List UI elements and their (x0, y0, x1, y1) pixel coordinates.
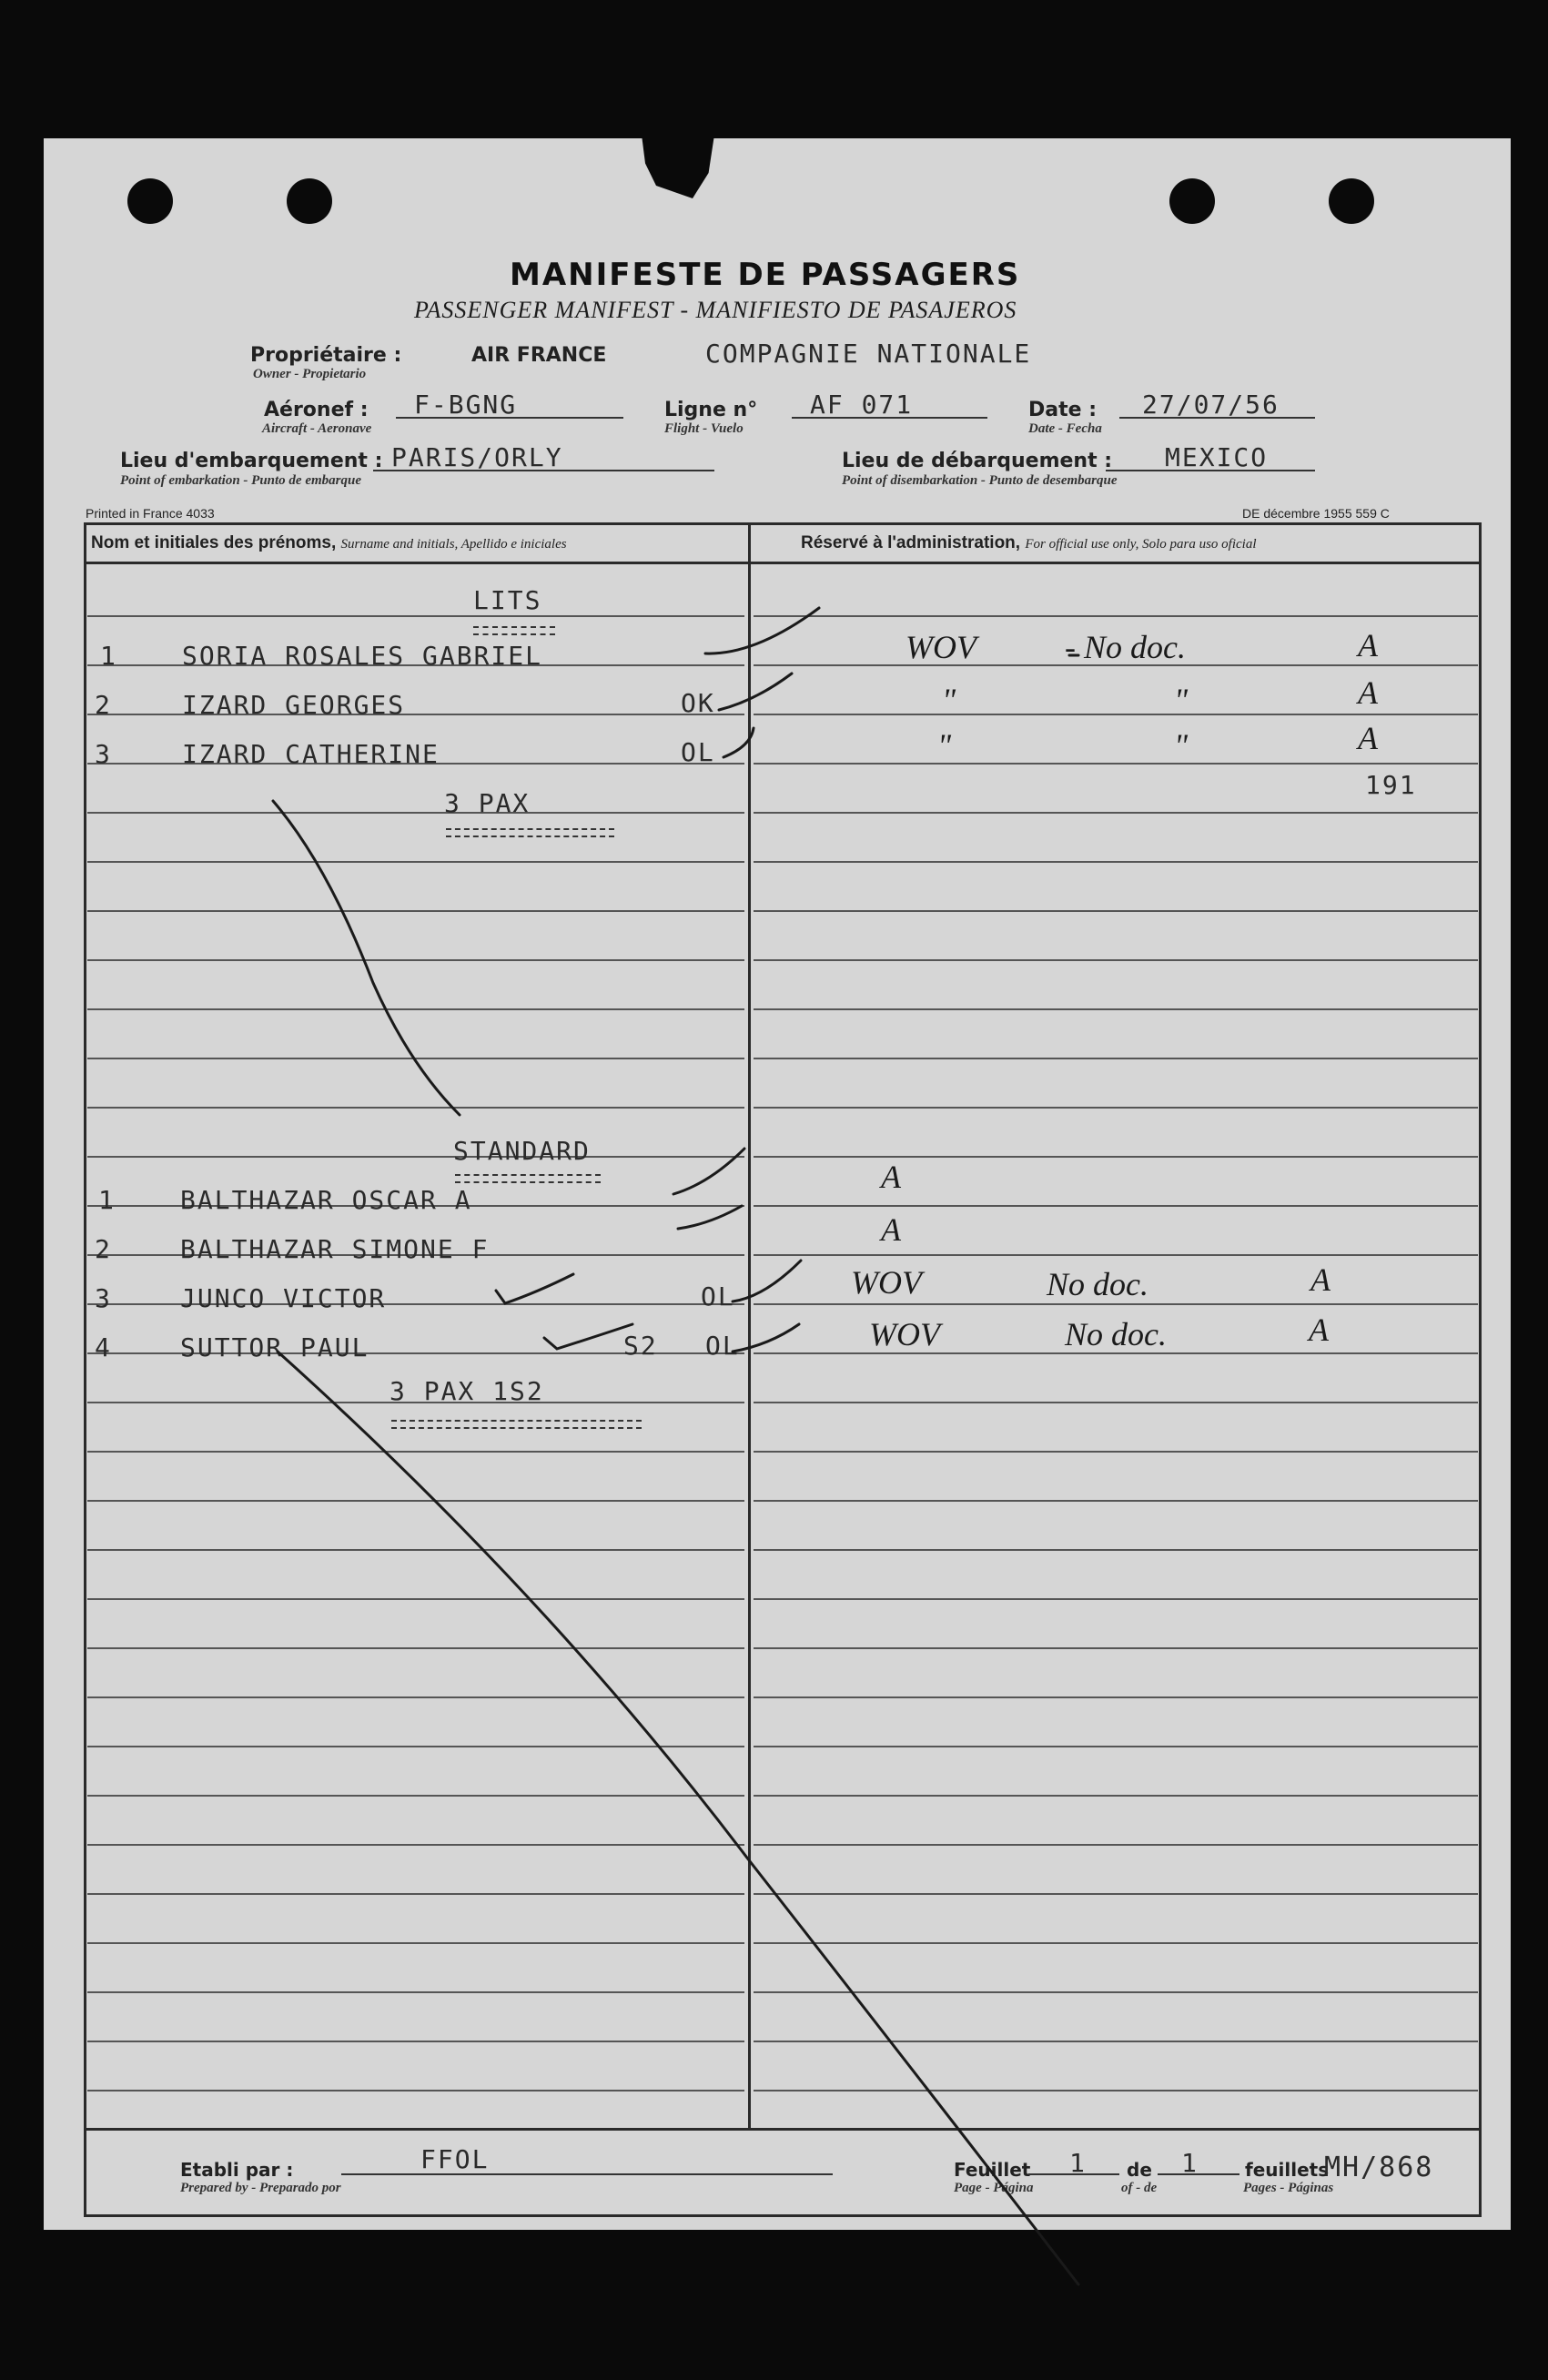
owner-value: AIR FRANCE (471, 344, 607, 367)
lits-row-3-admin2: " (1174, 727, 1189, 764)
lits-row-1-num: 1 (100, 641, 117, 671)
owner-typed: COMPAGNIE NATIONALE (705, 339, 1032, 369)
sheets-sub: Pages - Páginas (1243, 2181, 1334, 2195)
standard-row-3-num: 3 (95, 1283, 112, 1313)
date-label: Date : (1028, 399, 1098, 421)
sheet-label: Feuillet (954, 2159, 1031, 2181)
checkmark (496, 1274, 573, 1303)
disembark-sub: Point of disembarkation - Punto de desembarque (842, 473, 1118, 488)
lits-row-3-num: 3 (95, 739, 112, 769)
disembark-value: MEXICO (1165, 442, 1269, 472)
embark-value: PARIS/ORLY (391, 442, 563, 472)
aircraft-sub: Aircraft - Aeronave (262, 421, 372, 436)
standard-row-4-admin: WOV (869, 1316, 940, 1352)
checkmark (705, 608, 819, 653)
lits-row-2-mark: OK (681, 688, 715, 718)
disembark-label: Lieu de débarquement : (842, 450, 1113, 472)
owner-label: Propriétaire : (250, 344, 402, 367)
reference-number: MH/868 (1324, 2152, 1434, 2183)
sheet-value: 1 (1069, 2148, 1087, 2178)
form-subtitle: PASSENGER MANIFEST - MANIFIESTO DE PASAJEROS (414, 297, 1017, 323)
col-left-sub: Surname and initials, Apellido e iniciales (340, 537, 567, 552)
connector-line (273, 801, 460, 1115)
standard-row-4-grade: A (1309, 1312, 1329, 1348)
standard-row-3-admin2: No doc. (1047, 1266, 1148, 1302)
lits-heading: LITS (473, 585, 542, 615)
flight-sub: Flight - Vuelo (664, 421, 744, 436)
date-value: 27/07/56 (1142, 390, 1280, 420)
checkmark (733, 1324, 799, 1352)
lits-row-1-admin: WOV (906, 629, 976, 665)
printed-note: Printed in France 4033 (86, 506, 215, 521)
checkmark (673, 1149, 744, 1194)
of-label: de (1127, 2159, 1152, 2181)
of-sub: of - de (1121, 2181, 1158, 2195)
lits-row-2-admin: " (942, 682, 956, 718)
embark-sub: Point of embarkation - Punto de embarque (120, 473, 362, 488)
decree-note: DE décembre 1955 559 C (1242, 506, 1390, 521)
checkmark (733, 1261, 801, 1301)
form-title: MANIFESTE DE PASSAGERS (510, 257, 1021, 293)
lits-row-2-admin2: " (1174, 682, 1189, 718)
of-value: 1 (1181, 2148, 1199, 2178)
aircraft-value: F-BGNG (414, 390, 518, 420)
flight-label: Ligne n° (664, 399, 758, 421)
standard-row-4-name: SUTTOR PAUL (180, 1332, 369, 1362)
date-sub: Date - Fecha (1028, 421, 1102, 436)
col-right-title: Réservé à l'administration, (801, 533, 1021, 552)
lits-row-2-grade: A (1358, 674, 1378, 711)
prepared-value: FFOL (420, 2144, 490, 2174)
lits-row-3-admin: " (937, 727, 952, 764)
count-note: 191 (1365, 770, 1417, 800)
checkmark (719, 673, 792, 710)
lits-row-1-grade: A (1358, 627, 1378, 663)
standard-row-3-mark: OL (701, 1281, 735, 1312)
standard-row-2-admin: A (881, 1211, 901, 1248)
connector-line (278, 1352, 1078, 2284)
prepared-label: Etabli par : (180, 2159, 294, 2181)
standard-row-3-name: JUNCO VICTOR (180, 1283, 387, 1313)
col-left-title: Nom et initiales des prénoms, (91, 533, 337, 552)
lits-row-3-name: IZARD CATHERINE (182, 739, 440, 769)
standard-row-1-name: BALTHAZAR OSCAR A (180, 1185, 472, 1215)
standard-row-4-num: 4 (95, 1332, 112, 1362)
flight-value: AF 071 (810, 390, 914, 420)
lits-row-2-num: 2 (95, 690, 112, 720)
checkmark (678, 1206, 742, 1229)
standard-row-3-admin: WOV (851, 1264, 922, 1301)
lits-row-1-admin2: - No doc. (1065, 629, 1186, 665)
col-right-sub: For official use only, Solo para uso oficial (1025, 537, 1257, 552)
standard-row-1-num: 1 (98, 1185, 116, 1215)
owner-sub: Owner - Propietario (253, 367, 367, 381)
checkmark (544, 1324, 632, 1349)
standard-row-4-mark: OL (705, 1331, 740, 1361)
lits-row-2-name: IZARD GEORGES (182, 690, 406, 720)
standard-heading: STANDARD (453, 1136, 591, 1166)
prepared-sub: Prepared by - Preparado por (180, 2181, 341, 2195)
standard-row-1-admin: A (881, 1159, 901, 1195)
sheet-sub: Page - Página (954, 2181, 1034, 2195)
standard-row-4-extra: S2 (623, 1331, 658, 1361)
standard-row-2-name: BALTHAZAR SIMONE F (180, 1234, 490, 1264)
standard-row-2-num: 2 (95, 1234, 112, 1264)
lits-total: 3 PAX (444, 788, 531, 818)
aircraft-label: Aéronef : (264, 399, 369, 421)
standard-row-3-grade: A (1310, 1261, 1330, 1298)
standard-total: 3 PAX 1S2 (390, 1376, 544, 1406)
checkmark (723, 728, 754, 757)
sheets-label: feuillets (1245, 2159, 1330, 2181)
embark-label: Lieu d'embarquement : (120, 450, 383, 472)
lits-row-3-mark: OL (681, 737, 715, 767)
lits-row-1-name: SORIA ROSALES GABRIEL (182, 641, 543, 671)
standard-row-4-admin2: No doc. (1065, 1316, 1167, 1352)
lits-row-3-grade: A (1358, 720, 1378, 756)
